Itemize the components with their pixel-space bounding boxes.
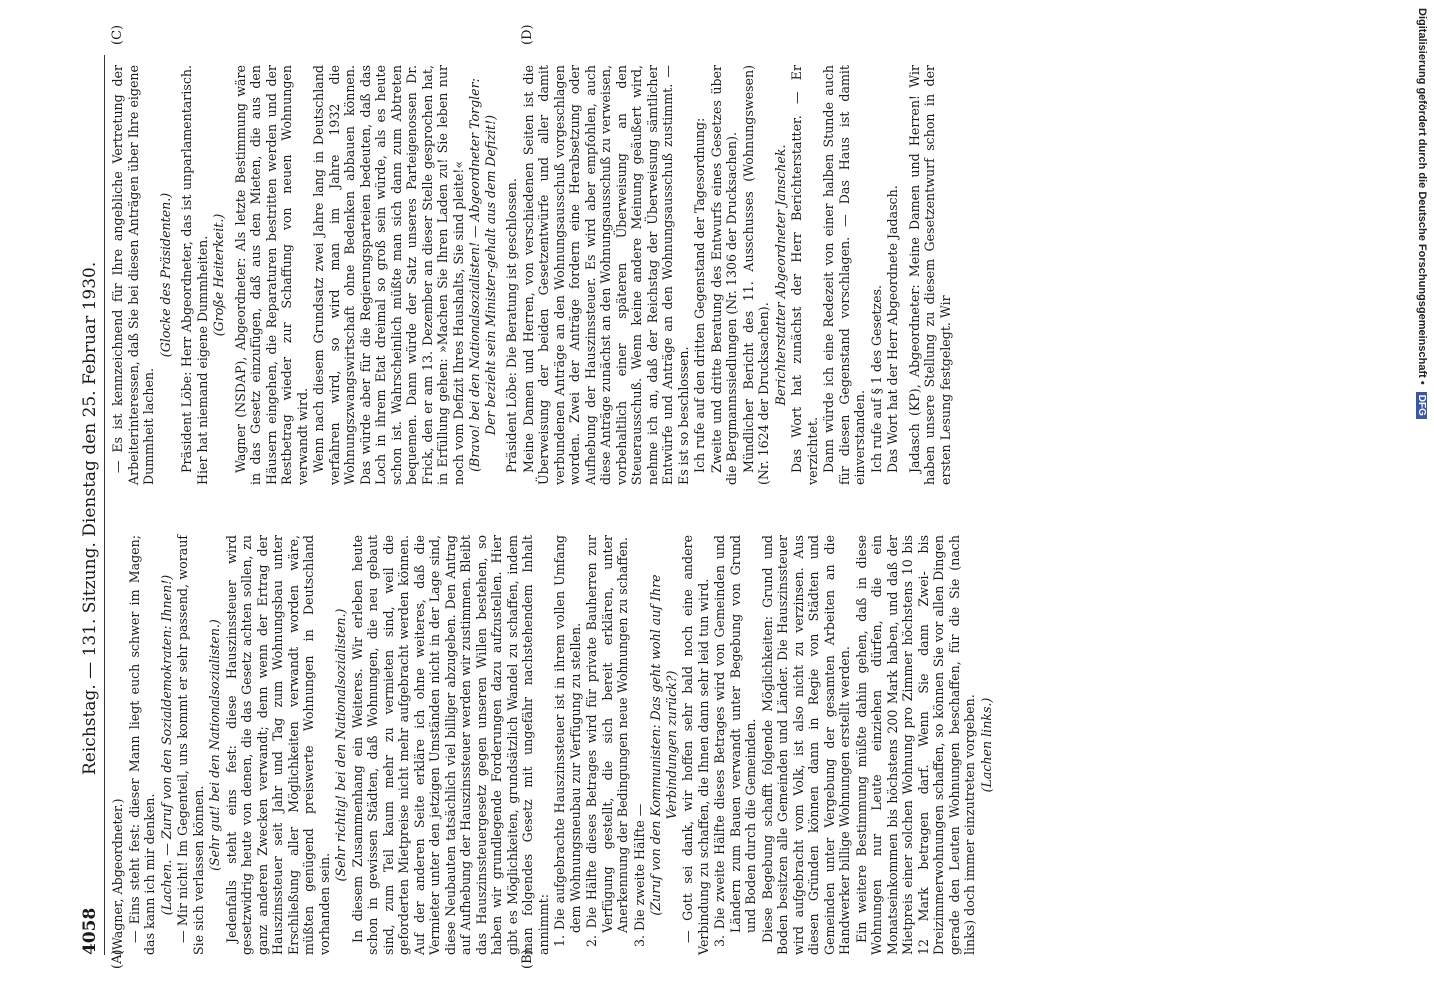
interjection: (Sehr gut! bei den Nationalsozialisten.)	[207, 619, 222, 871]
interjection: (Lachen. — Zuruf von den Sozialdemokraten: Ihnen!)	[158, 574, 174, 916]
paragraph: Präsident Löbe: Die Beratung ist geschlossen.	[504, 178, 519, 473]
page-header	[80, 55, 106, 955]
header-rule	[104, 55, 105, 955]
paragraph: Ich rufe auf den dritten Gegenstand der Tagesordnung:	[692, 117, 707, 473]
margin-mark-c: (C)	[110, 24, 125, 45]
paragraph: In diesem Zusammenhang ein Weiteres. Wir erleben heute schon in gewissen Städten, daß Wohnungen, die neu gebaut sind, zum Teil kaum mehr zu vermieten sind, weil die geforderten Mietpreise nicht mehr aufgebracht werden können. Auf der anderen Seite erkläre ich ohne weiteres, daß die Vermieter unter den jetzigen Umständen nicht in der Lage sind, diese Neubauten tatsächlich viel billiger abzugeben. Den Antrag auf Aufhebung der Hauszinssteuer werden wir zustimmen. Bleibt das Hauszinssteuergesetz gegen unseren Willen bestehen, so haben wir grundlegende Forderungen dazu aufzustellen. Hier gibt es Möglichkeiten, grundsätzlich Wandel zu schaffen, indem man folgendes Gesetz mit ungefähr nachstehendem Inhalt annimmt:	[349, 535, 551, 955]
paragraph: Das Wort hat zunächst der Herr Berichterstatter. — Er verzichtet.	[789, 65, 820, 485]
left-column	[110, 535, 994, 955]
paragraph: — Mir nicht! Im Gegenteil, uns kommt er sehr passend, worauf Sie sich verlassen können.	[175, 535, 206, 955]
interjection: (Lachen links.)	[978, 697, 994, 793]
dfg-side-note	[1412, 8, 1432, 996]
rotated-page	[80, 24, 994, 969]
interjection: (Glocke des Präsidenten.)	[157, 192, 173, 358]
paragraph: Das Wort hat der Herr Abgeordnete Jadasch.	[885, 185, 900, 473]
paragraph: — Es ist kennzeichnend für Ihre angebliche Vertretung der Arbeiterinteressen, daß Sie bei diesen Anträgen über Ihre eigene Dummheit lachen.	[110, 65, 156, 485]
paragraph: Meine Damen und Herren, von verschiedenen Seiten ist die Überweisung der beiden Gesetzentwürfe und aller damit verbundenen Anträge an den Wohnungsausschuß vorgeschlagen worden. Zwei der Anträge fordern eine Herabsetzung oder Aufhebung der Hauszinssteuer. Es wird aber empfohlen, auch diese Anträge zunächst an den Wohnungsausschuß zu verweisen, vorbehaltlich einer späteren Überweisung an den Steuerausschuß. Wenn keine andere Meinung geäußert wird, nehme ich an, daß der Reichstag der Überweisung sämtlicher Entwürfe und Anträge an den Wohnungsausschuß zustimmt. — Es ist so beschlossen.	[520, 65, 691, 485]
paragraph: Wenn nach diesem Grundsatz zwei Jahre lang in Deutschland verfahren wird, so wird man im Jahre 1932 die Wohnungszwangswirtschaft ohne Bedenken abbauen können. Das würde aber für die Regierungsparteien bedeuten, daß das Loch in ihrem Etat dreimal so groß sein würde, als es heute schon ist. Wahrscheinlich müßte man sich dann zum Abtreten bequemen. Dann würde der Satz unseres Parteigenossen Dr. Frick, den er am 13. Dezember an dieser Stelle gesprochen hat, in Erfüllung gehen: »Machen Sie Ihren Laden zu! Sie leben nur noch vom Defizit Ihres Haushalts, Sie sind pleite!«	[311, 65, 466, 485]
dfg-credit-text: Digitalisierung gefördert durch die Deutsche Forschungsgemeinschaft •	[1416, 8, 1428, 385]
paragraph: Mündlicher Bericht des 11. Ausschusses (Wohnungswesen) (Nr. 1624 der Drucksachen).	[740, 65, 771, 485]
paragraph: Wagner (NSDAP), Abgeordneter: Als letzte Bestimmung wäre in das Gesetz einzufügen, daß aus den Mieten, die aus den Häusern eingehen, die Reparaturen bestritten werden und der Restbetrag wieder zur Schaffung von neuen Wohnungen verwandt wird.	[232, 65, 310, 485]
paragraph: Jadasch (KP), Abgeordneter: Meine Damen und Herren! Wir haben unsere Stellung zu diesem Gesetzentwurf schon in der ersten Lesung festgelegt. Wir	[906, 65, 953, 485]
paragraph: Ein weitere Bestimmung müßte dahin gehen, daß in diese Wohnungen nur Leute einziehen dürfen, die ein Monatseinkommen bis höchstens 200 Mark haben, und daß der Mietpreis einer solchen Wohnung pro Zimmer höchstens 10 bis 12 Mark betragen darf. Wenn Sie dann Zwei- bis Dreizimmerwohnungen schaffen, so können Sie vor allen Dingen gerade den Leuten Wohnungen beschaffen, für die Sie (nach links) doch immer einzutreten vorgeben.	[853, 535, 977, 955]
paragraph: Dann würde ich eine Redezeit von einer halben Stunde auch für diesen Gegenstand vorschlagen. — Das Haus ist damit einverstanden.	[821, 65, 867, 485]
page-number: 4058	[80, 907, 100, 955]
list-item: 3. Die zweite Hälfte dieses Betrages wird von Gemeinden und Ländern zum Bauen verwandt unter Begebung von Grund und Boden durch die Gemeinden.	[712, 535, 758, 947]
page-title: Reichstag. — 131. Sitzung. Dienstag den 25. Februar 1930.	[80, 261, 100, 775]
list-item: 2. Die Hälfte dieses Betrages wird für private Bauherren zur Verfügung gestellt, die sich bereit erklären, unter Anerkennung der Bedingungen neue Wohnungen zu schaffen.	[584, 535, 630, 947]
margin-mark-b: (B)	[520, 949, 535, 969]
right-column	[110, 65, 953, 485]
margin-mark-d: (D)	[520, 24, 535, 45]
paragraph: Diese Begebung schafft folgende Möglichkeiten: Grund und Boden besitzen alle Gemeinden und Länder. Die Hauszinssteuer wird aufgebracht vom Volk, ist also nicht zu verzinsen. Aus diesen Gründen können dann in Regie von Städten und Gemeinden unter Vergebung der gesamten Arbeiten an die Handwerker billige Wohnungen erstellt werden.	[759, 535, 852, 955]
interjection: (Große Heiterkeit.)	[211, 213, 226, 337]
interjection: (Sehr richtig! bei den Nationalsozialisten.)	[333, 608, 348, 882]
paragraph: Berichterstatter Abgeordneter Janschek.	[772, 144, 788, 406]
dfg-logo: DFG	[1416, 392, 1427, 419]
paragraph: (Wagner, Abgeordneter.)	[110, 798, 125, 955]
paragraph: — Gott sei dank, wir hoffen sehr bald noch eine andere Verbindung zu schaffen, die Ihnen dann sehr leid tun wird.	[680, 535, 711, 955]
paragraph: — Eins steht fest: dieser Mann liegt euch schwer im Magen; das kann ich mir denken.	[126, 535, 157, 955]
interjection: (Zuruf von den Kommunisten: Das geht wohl auf Ihre Verbindungen zurück?)	[648, 574, 679, 916]
paragraph: Ich rufe auf § 1 des Gesetzes.	[868, 284, 884, 473]
paragraph: Jedenfalls steht eins fest: diese Hauszinssteuer wird gesetzwidrig heute von denen, die das Gesetz achten sollen, zu ganz anderen Zwecken verwandt; denn wenn der Ertrag der Hauszinssteuer seit Jahr und Tag zum Wohnungsbau unter Erschließung aller Möglichkeiten verwandt worden wäre, müßten genügend preiswerte Wohnungen in Deutschland vorhanden sein.	[223, 535, 332, 955]
list-item: 3. Die zweite Hälfte —	[631, 803, 647, 947]
list-item: 1. Die aufgebrachte Hauszinssteuer ist in ihrem vollen Umfang dem Wohnungsneubau zur Verfügung zu stellen.	[552, 535, 583, 947]
margin-mark-a: (A)	[110, 949, 125, 969]
paragraph: Zweite und dritte Beratung des Entwurfs eines Gesetzes über die Bergmannssiedlungen (Nr. 1306 der Drucksachen).	[708, 65, 739, 485]
paragraph: Präsident Löbe: Herr Abgeordneter, das ist unparlamentarisch. Hier hat niemand eigene Dummheiten.	[179, 65, 210, 485]
interjection: (Bravo! bei den Nationalsozialisten! — Abgeordneter Torgler: Der bezieht sein Minister-gehalt aus dem Defizit!)	[467, 78, 498, 472]
